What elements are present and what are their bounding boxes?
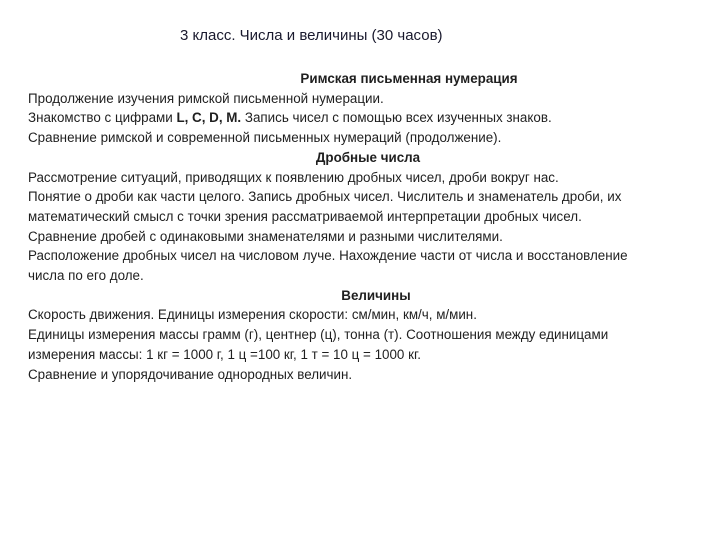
text-line: Понятие о дроби как части целого. Запись дробных чисел. Числитель и знаменатель дроби, их <box>28 189 622 205</box>
text-line: Единицы измерения массы грамм (г), центнер (ц), тонна (т). Соотношения между единицами <box>28 327 609 343</box>
text-line: числа по его доле. <box>28 268 144 284</box>
text-line: измерения массы: 1 кг = 1000 г, 1 ц =100 кг, 1 т = 10 ц = 1000 кг. <box>28 346 421 362</box>
text-line: Рассмотрение ситуаций, приводящих к появлению дробных чисел, дроби вокруг нас. <box>28 169 559 185</box>
text-line: Расположение дробных чисел на числовом луче. Нахождение части от числа и восстановление <box>28 248 628 264</box>
section-heading-roman-numerals: Римская письменная нумерация <box>300 71 518 86</box>
text-line: Скорость движения. Единицы измерения скорости: см/мин, км/ч, м/мин. <box>28 307 477 323</box>
text-line: Сравнение римской и современной письменных нумераций (продолжение). <box>28 130 502 146</box>
text-line: Сравнение и упорядочивание однородных величин. <box>28 366 353 382</box>
text-line: Сравнение дробей с одинаковыми знаменателями и разными числителями. <box>28 228 503 244</box>
text-fragment: Запись чисел с помощью всех изученных знаков. <box>241 110 552 126</box>
roman-digits: L, C, D, M. <box>176 110 242 126</box>
slide-content <box>28 69 700 384</box>
text-line <box>28 108 700 128</box>
text-line: математический смысл с точки зрения рассматриваемой интерпретации дробных чисел. <box>28 208 582 224</box>
slide-title: 3 класс. Числа и величины (30 часов) <box>180 27 443 44</box>
text-line: Продолжение изучения римской письменной нумерации. <box>28 90 384 106</box>
section-heading-fractions: Дробные числа <box>315 149 421 165</box>
text-fragment: Знакомство с цифрами <box>28 110 177 126</box>
section-heading-quantities: Величины <box>341 287 411 303</box>
